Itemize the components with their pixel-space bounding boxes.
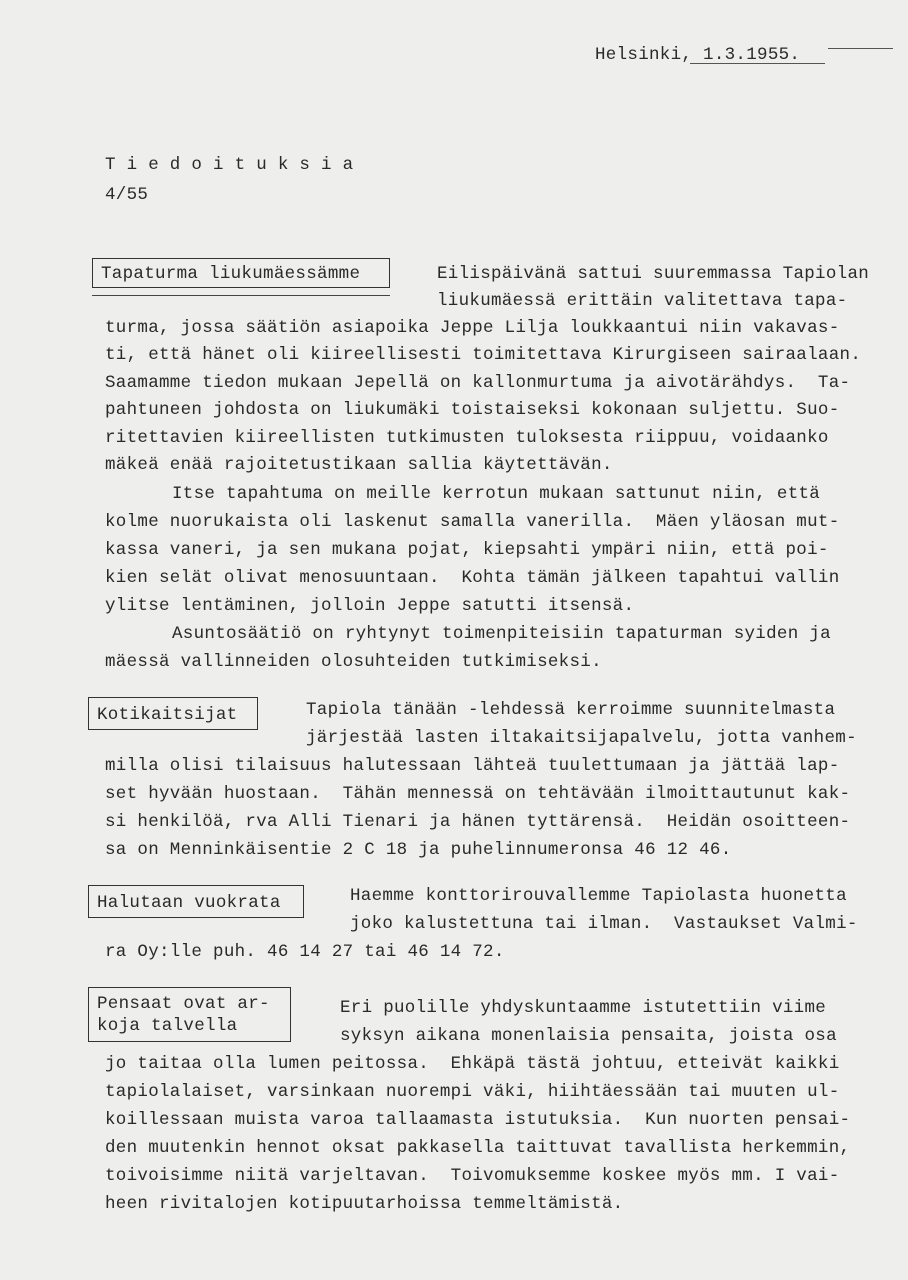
section-heading-underline: [92, 295, 390, 296]
section-heading-babysitters: Kotikaitsijat: [97, 705, 238, 725]
paragraph-line: turma, jossa säätiön asiapoika Jeppe Lilja loukkaantui niin vakavas-: [105, 318, 840, 338]
paragraph-line: Eilispäivänä sattui suuremmassa Tapiolan: [437, 264, 870, 284]
paragraph-line: tapiolalaiset, varsinkaan nuorempi väki, hiihtäessään tai muuten ul-: [105, 1082, 840, 1102]
paragraph-line: jo taitaa olla lumen peitossa. Ehkäpä tästä johtuu, etteivät kaikki: [105, 1054, 840, 1074]
paragraph-line: syksyn aikana monenlaisia pensaita, joista osa: [340, 1026, 837, 1046]
paragraph-line: si henkilöä, rva Alli Tienari ja hänen tyttärensä. Heidän osoitteen-: [105, 812, 851, 832]
paragraph-line: kien selät olivat menosuuntaan. Kohta tämän jälkeen tapahtui vallin: [105, 568, 840, 588]
document-title: T i e d o i t u k s i a: [105, 155, 354, 175]
paragraph-line: Haemme konttorirouvallemme Tapiolasta huonetta: [350, 886, 847, 906]
paragraph-line: Saamamme tiedon mukaan Jepellä on kallonmurtuma ja aivotärähdys. Ta-: [105, 373, 851, 393]
paragraph-line: Asuntosäätiö on ryhtynyt toimenpiteisiin tapaturman syiden ja: [172, 624, 831, 644]
paragraph-line: ti, että hänet oli kiireellisesti toimitettava Kirurgiseen sairaalaan.: [105, 345, 862, 365]
paragraph-line: järjestää lasten iltakaitsijapalvelu, jotta vanhem-: [306, 728, 857, 748]
paragraph-line: mäessä vallinneiden olosuhteiden tutkimiseksi.: [105, 652, 602, 672]
section-heading-shrubs-line: koja talvella: [97, 1016, 238, 1036]
paragraph-line: set hyvään huostaan. Tähän mennessä on tehtävään ilmoittautunut kak-: [105, 784, 851, 804]
paragraph-line: joko kalustettuna tai ilman. Vastaukset Valmi-: [350, 914, 858, 934]
section-heading-shrubs-line: Pensaat ovat ar-: [97, 994, 270, 1014]
document-number: 4/55: [105, 185, 149, 205]
paragraph-line: heen rivitalojen kotipuutarhoissa temmeltämistä.: [105, 1194, 624, 1214]
paragraph-line: liukumäessä erittäin valitettava tapa-: [437, 291, 848, 311]
paragraph-line: den muutenkin hennot oksat pakkasella taittuvat tavallista herkemmin,: [105, 1138, 851, 1158]
paragraph-line: ra Oy:lle puh. 46 14 27 tai 46 14 72.: [105, 942, 505, 962]
paragraph-line: ritettavien kiireellisten tutkimusten tuloksesta riippuu, voidaanko: [105, 428, 829, 448]
paragraph-line: kassa vaneri, ja sen mukana pojat, kiepsahti ympäri niin, että poi-: [105, 540, 829, 560]
paragraph-line: sa on Menninkäisentie 2 C 18 ja puhelinnumeronsa 46 12 46.: [105, 840, 732, 860]
paragraph-line: koillessaan muista varoa tallaamasta istutuksia. Kun nuorten pensai-: [105, 1110, 851, 1130]
date-trailing-line: [828, 48, 893, 49]
paragraph-line: kolme nuorukaista oli laskenut samalla vanerilla. Mäen yläosan mut-: [105, 512, 840, 532]
paragraph-line: mäkeä enää rajoitetustikaan sallia käytettävän.: [105, 455, 613, 475]
paragraph-line: toivoisimme niitä varjeltavan. Toivomuksemme koskee myös mm. I vai-: [105, 1166, 840, 1186]
paragraph-line: milla olisi tilaisuus halutessaan lähteä tuulettumaan ja jättää lap-: [105, 756, 840, 776]
section-heading-accident: Tapaturma liukumäessämme: [101, 264, 361, 284]
paragraph-line: Itse tapahtuma on meille kerrotun mukaan sattunut niin, että: [172, 484, 821, 504]
paragraph-line: Tapiola tänään -lehdessä kerroimme suunnitelmasta: [306, 700, 836, 720]
paragraph-line: Eri puolille yhdyskuntaamme istutettiin viime: [340, 998, 827, 1018]
date-underline: [690, 63, 825, 64]
section-heading-wanted-to-rent: Halutaan vuokrata: [97, 893, 281, 913]
document-date: Helsinki, 1.3.1955.: [595, 45, 801, 65]
paragraph-line: ylitse lentäminen, jolloin Jeppe satutti itsensä.: [105, 596, 635, 616]
paragraph-line: pahtuneen johdosta on liukumäki toistaiseksi kokonaan suljettu. Suo-: [105, 400, 840, 420]
